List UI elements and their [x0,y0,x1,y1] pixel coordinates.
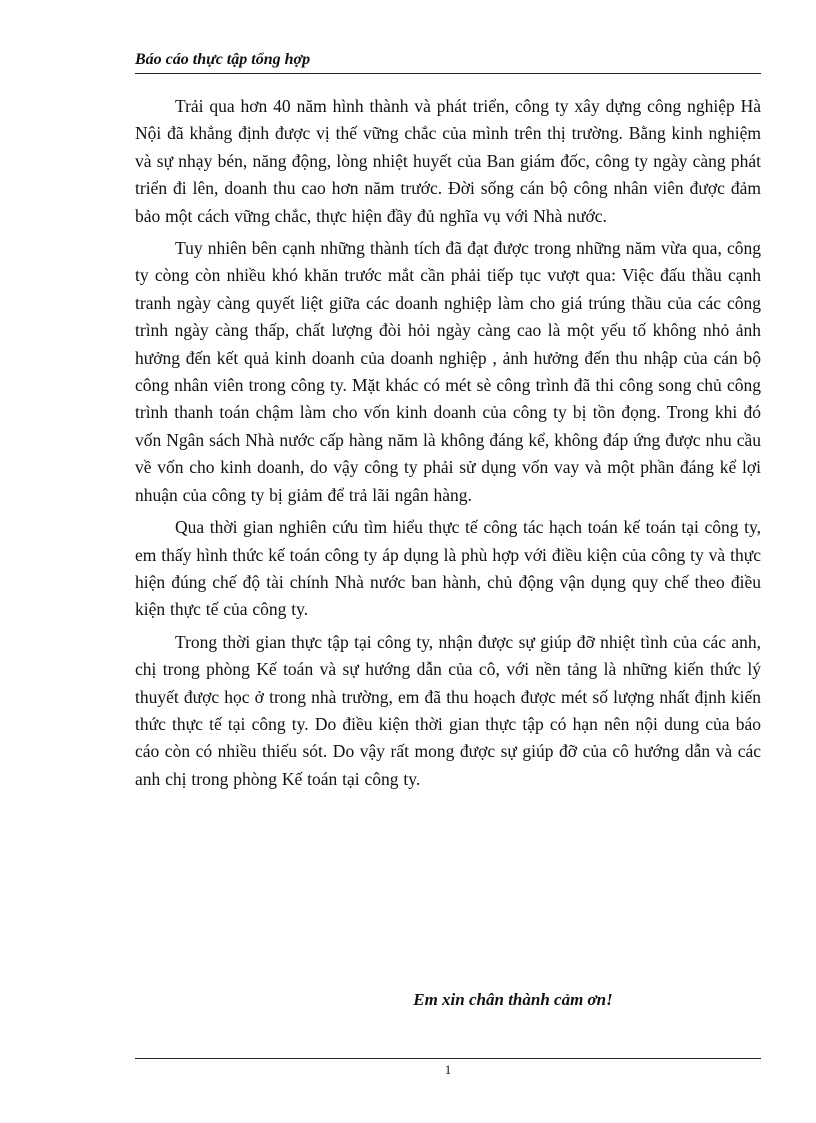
header-title: Báo cáo thực tập tổng hợp [135,51,311,68]
paragraph: Trong thời gian thực tập tại công ty, nhận được sự giúp đỡ nhiệt tình của các anh, chị trong phòng Kế toán và sự hướng dẫn của cô, với nền tảng là những kiến thức lý thuyết được học ở trong nhà trường, em đã thu hoạch được mét số lượng nhất định kiến thức thực tế tại công ty. Do điều kiện thời gian thực tập có hạn nên nội dung của báo cáo còn có nhiều thiếu sót. Do vậy rất mong được sự giúp đỡ của cô hướng dẫn và các anh chị trong phòng Kế toán tại công ty. [135,631,761,789]
closing-thanks: Em xin chân thành cảm ơn! [413,990,613,1009]
page-number: 1 [444,1062,452,1077]
paragraph: Qua thời gian nghiên cứu tìm hiểu thực tế công tác hạch toán kế toán tại công ty, em thấy hình thức kế toán công ty áp dụng là phù hợp với điều kiện của công ty và thực hiện đúng chế độ tài chính Nhà nước ban hành, chủ động vận dụng quy chế theo điều kiện thực tế của công ty. [135,517,761,620]
closing-block [135,987,761,1013]
page-header [135,49,761,74]
footer-divider [135,1058,761,1059]
paragraph: Tuy nhiên bên cạnh những thành tích đã đạt được trong những năm vừa qua, công ty còng còn nhiều khó khăn trước mắt cần phải tiếp tục vượt qua: Việc đấu thầu cạnh tranh ngày càng quyết liệt giữa các doanh nghiệp làm cho giá trúng thầu của các công trình ngày càng thấp, chất lượng đòi hỏi ngày càng cao là một yếu tố không nhỏ ảnh hưởng đến kết quả kinh doanh của doanh nghiệp , ảnh hưởng đến thu nhập của cán bộ công nhân viên trong công ty. Mặt khác có mét sè công trình đã thi công song chủ công trình thanh toán chậm làm cho vốn kinh doanh của công ty bị tồn đọng. Trong khi đó vốn Ngân sách Nhà nước cấp hàng năm là không đáng kể, không đáp ứng được nhu cầu về vốn cho kinh doanh, do vậy công ty phải sử dụng vốn vay và một phần đáng kể lợi nhuận của công ty bị giảm để trả lãi ngân hàng. [135,238,761,505]
paragraph: Trải qua hơn 40 năm hình thành và phát triển, công ty xây dựng công nghiệp Hà Nội đã khẳng định được vị thế vững chắc của mình trên thị trường. Bằng kinh nghiệm và sự nhạy bén, năng động, lòng nhiệt huyết của Ban giám đốc, công ty ngày càng phát triển đi lên, doanh thu cao hơn năm trước. Đời sống cán bộ công nhân viên được đảm bảo một cách vững chắc, thực hiện đầy đủ nghĩa vụ với Nhà nước. [135,96,761,226]
document-body [135,93,761,798]
